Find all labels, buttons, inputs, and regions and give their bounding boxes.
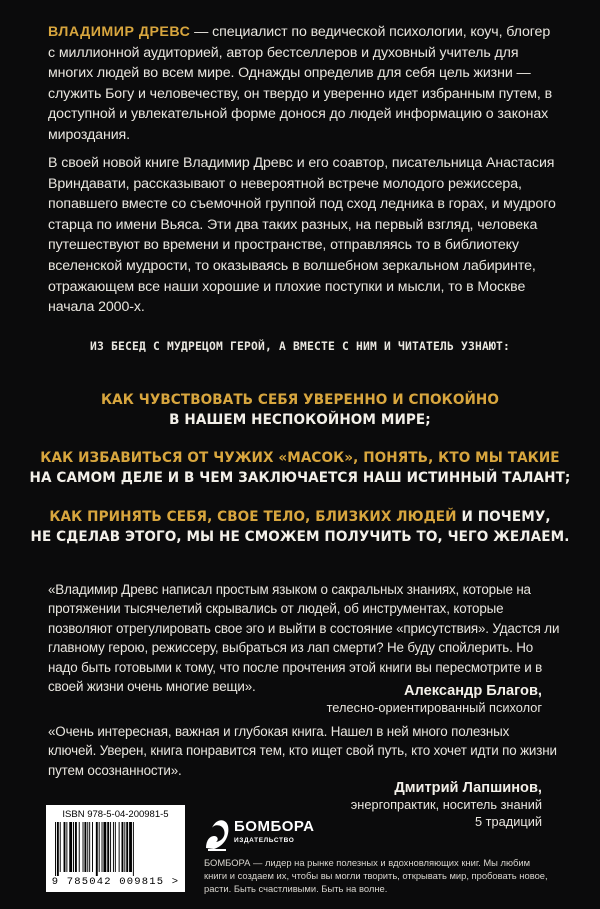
barcode-bar (110, 822, 111, 872)
barcode-bar (87, 822, 88, 872)
learning-point-2-rest: НА САМОМ ДЕЛЕ И В ЧЕМ ЗАКЛЮЧАЕТСЯ НАШ ИСТИННЫЙ ТАЛАНТ; (29, 469, 571, 486)
learning-point-3-rest: НЕ СДЕЛАВ ЭТОГО, МЫ НЕ СМОЖЕМ ПОЛУЧИТЬ ТО, ЧЕГО ЖЕЛАЕМ. (30, 528, 570, 545)
reviewer-name-2: Дмитрий Лапшинов, (394, 780, 542, 796)
learning-point-3 (21, 507, 579, 547)
learning-point-1 (21, 390, 579, 430)
barcode-bar (75, 822, 77, 872)
learning-point-3-inline: И ПОЧЕМУ, (456, 508, 551, 525)
barcode-bar (92, 822, 93, 872)
learning-point-2 (21, 448, 579, 488)
barcode-bars (55, 822, 175, 876)
barcode-bar (115, 822, 116, 872)
learning-point-2-highlight: КАК ИЗБАВИТЬСЯ ОТ ЧУЖИХ «МАСОК», ПОНЯТЬ, КТО МЫ ТАКИЕ (40, 449, 560, 466)
barcode-bar (103, 822, 106, 872)
barcode-bar (133, 822, 134, 876)
review-signature-1 (327, 683, 542, 716)
isbn-number: ISBN 978-5-04-200981-5 (62, 809, 169, 820)
barcode-bar (79, 822, 80, 872)
barcode-bar (126, 822, 128, 872)
barcode-bar (69, 822, 72, 872)
author-name: ВЛАДИМИР ДРЕВС (48, 24, 191, 40)
barcode-bar (83, 822, 84, 872)
barcode-bar (124, 822, 125, 872)
barcode-bar (113, 822, 114, 872)
publisher-name: БОМБОРА (234, 818, 315, 835)
barcode-bar (89, 822, 90, 872)
reviewer-role-1: телесно-ориентированный психолог (326, 700, 542, 715)
learnings-intro: ИЗ БЕСЕД С МУДРЕЦОМ ГЕРОЙ, А ВМЕСТЕ С НИМ И ЧИТАТЕЛЬ УЗНАЮТ: (89, 340, 511, 353)
reviewer-role-2b: 5 традиций (474, 814, 542, 829)
review-signature-2 (351, 780, 542, 830)
learning-point-3-highlight: КАК ПРИНЯТЬ СЕБЯ, СВОЕ ТЕЛО, БЛИЗКИХ ЛЮДЕЙ (49, 508, 457, 525)
barcode-bar (55, 822, 56, 876)
barcode-bar (84, 822, 86, 872)
reviewer-role-2a: энергопрактик, носитель знаний (350, 797, 542, 812)
publisher-subtitle: ИЗДАТЕЛЬСТВО (234, 837, 295, 844)
author-bio-text: — специалист по ведической психологии, коуч, блогер с миллионной аудиторией, автор бестселлеров и духовный учитель для многих людей во всем мире. Однажды определив для себя цель жизни — служить Богу и человечеству, он твердо и уверенно идет избранным путем, в доступной и увлекательной форме донося до людей информацию о законах мироздания. (48, 24, 553, 143)
barcode-bar (107, 822, 109, 872)
author-bio (48, 22, 558, 146)
review-quote-1: «Владимир Древс написал простым языком о сакральных знаниях, которые на протяжении тысячелетий скрывались от людей, об инструментах, которые позволяют отрегулировать свое эго и выйти в состояние «присутствия». Удастся ли главному герою, режиссеру, выбраться из лап смерти? Не буду спойлерить. Но надо быть готовыми к тому, что после прочтения этой книги вы пересмотрите и в своей жизни очень многие вещи». (48, 582, 560, 695)
barcode-bar (64, 822, 66, 872)
book-description: В своей новой книге Владимир Древс и его соавтор, писательница Анастасия Вриндавати, рассказывают о невероятной встрече молодого режиссера, попавшего вместе со съемочной группой под сход ледника в горах, и мудрого старца по имени Вьяса. Эти два таких разных, на первый взгляд, человека путешествуют во времени и пространстве, отправляясь то в библиотеку вселенской мудрости, то оказываясь в волшебном зеркальном лабиринте, отражающем все наши хорошие и плохие поступки и мысли, то в Москве начала 2000-х. (48, 155, 556, 316)
learning-point-1-rest: В НАШЕМ НЕСПОКОЙНОМ МИРЕ; (169, 411, 431, 428)
barcode-bar (57, 822, 59, 876)
barcode-bar (129, 822, 132, 872)
barcode-digits: 9 785042 009815 > (51, 876, 180, 888)
barcode-bar (122, 822, 124, 872)
barcode-bar (102, 822, 103, 872)
barcode-bar (73, 822, 74, 872)
barcode-bar (60, 822, 61, 872)
barcode-bar (99, 822, 100, 872)
publisher-description: БОМБОРА — лидер на рынке полезных и вдохновляющих книг. Мы любим книги и создаем их, чтобы вы могли творить, открывать мир, пробовать новое, расти. Быть счастливыми. Быть на волне. (204, 857, 548, 894)
barcode-bar (96, 822, 98, 876)
barcode-bar (66, 822, 67, 872)
review-quote-2: «Очень интересная, важная и глубокая книга. Нашел в ней много полезных ключей. Уверен, книга понравится тем, кто ищет свой путь, кто хочет идти по жизни путем осознанности». (48, 724, 557, 778)
publisher-wave-icon (204, 812, 230, 852)
barcode-bar (119, 822, 120, 872)
isbn-barcode (46, 805, 185, 892)
learning-point-1-highlight: КАК ЧУВСТВОВАТЬ СЕБЯ УВЕРЕННО И СПОКОЙНО (100, 391, 500, 408)
reviewer-name-1: Александр Благов, (403, 683, 542, 699)
